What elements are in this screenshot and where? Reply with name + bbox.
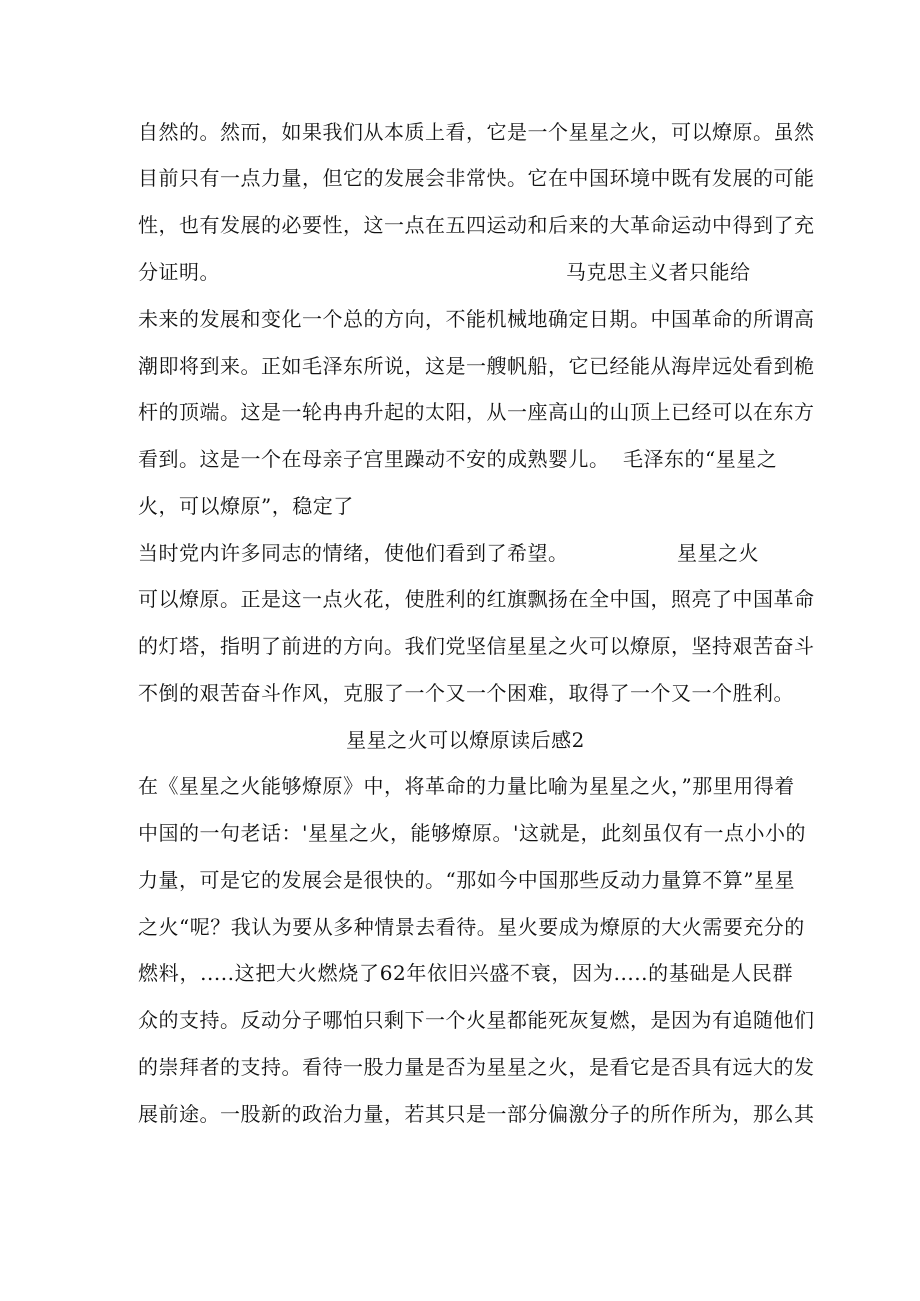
- text-line: 可以燎原。正是这一点火花，使胜利的红旗飘扬在全中国，照亮了中国革命: [138, 587, 815, 611]
- text-line: 自然的。然而，如果我们从本质上看，它是一个星星之火，可以燎原。虽然: [138, 120, 815, 144]
- text-line: 杆的顶端。这是一轮冉冉升起的太阳，从一座高山的山顶上已经可以在东方: [138, 400, 815, 424]
- text-fragment: 马克思主义者只能给: [566, 260, 751, 284]
- text-line: 中国的一句老话：'星星之火，能够燎原。'这就是，此刻虽仅有一点小小的: [138, 821, 806, 845]
- text-line: 性，也有发展的必要性，这一点在五四运动和后来的大革命运动中得到了充: [138, 213, 815, 237]
- text-line: 之火“呢？我认为要从多种情景去看待。星火要成为燎原的大火需要充分的: [138, 915, 805, 939]
- text-fragment: 毛泽东的“星星之: [623, 447, 778, 471]
- text-fragment: 星星之火: [677, 541, 759, 565]
- text-line: 不倒的艰苦奋斗作风，克服了一个又一个困难，取得了一个又一个胜利。: [138, 681, 794, 705]
- text-line: 力量，可是它的发展会是很快的。“那如今中国那些反动力量算不算”星星: [138, 868, 795, 892]
- text-line: 目前只有一点力量，但它的发展会非常快。它在中国环境中既有发展的可能: [138, 166, 815, 190]
- text-line: 潮即将到来。正如毛泽东所说，这是一艘帆船，它已经能从海岸远处看到桅: [138, 354, 815, 378]
- text-line: 未来的发展和变化一个总的方向，不能机械地确定日期。中国革命的所谓高: [138, 307, 815, 331]
- text-line: 在《星星之火能够燎原》中，将革命的力量比喻为星星之火，”那里用得着: [138, 774, 795, 798]
- text-line: 分证明。: [138, 260, 220, 284]
- section-heading: 星星之火可以燎原读后感2: [346, 728, 585, 752]
- text-line: 燃料，.....这把大火燃烧了62年依旧兴盛不衰，因为.....的基础是人民群: [138, 961, 793, 985]
- text-line: 看到。这是一个在母亲子宫里躁动不安的成熟婴儿。: [138, 447, 610, 471]
- text-line: 的崇拜者的支持。看待一股力量是否为星星之火，是看它是否具有远大的发: [138, 1055, 815, 1079]
- text-line: 众的支持。反动分子哪怕只剩下一个火星都能死灰复燃，是因为有追随他们: [138, 1008, 815, 1032]
- text-line: 的灯塔，指明了前进的方向。我们党坚信星星之火可以燎原，坚持艰苦奋斗: [138, 634, 815, 658]
- text-line: 火，可以燎原”，稳定了: [138, 494, 354, 518]
- text-line: 当时党内许多同志的情绪，使他们看到了希望。: [138, 541, 569, 565]
- text-line: 展前途。一股新的政治力量，若其只是一部分偏激分子的所作所为，那么其: [138, 1102, 815, 1126]
